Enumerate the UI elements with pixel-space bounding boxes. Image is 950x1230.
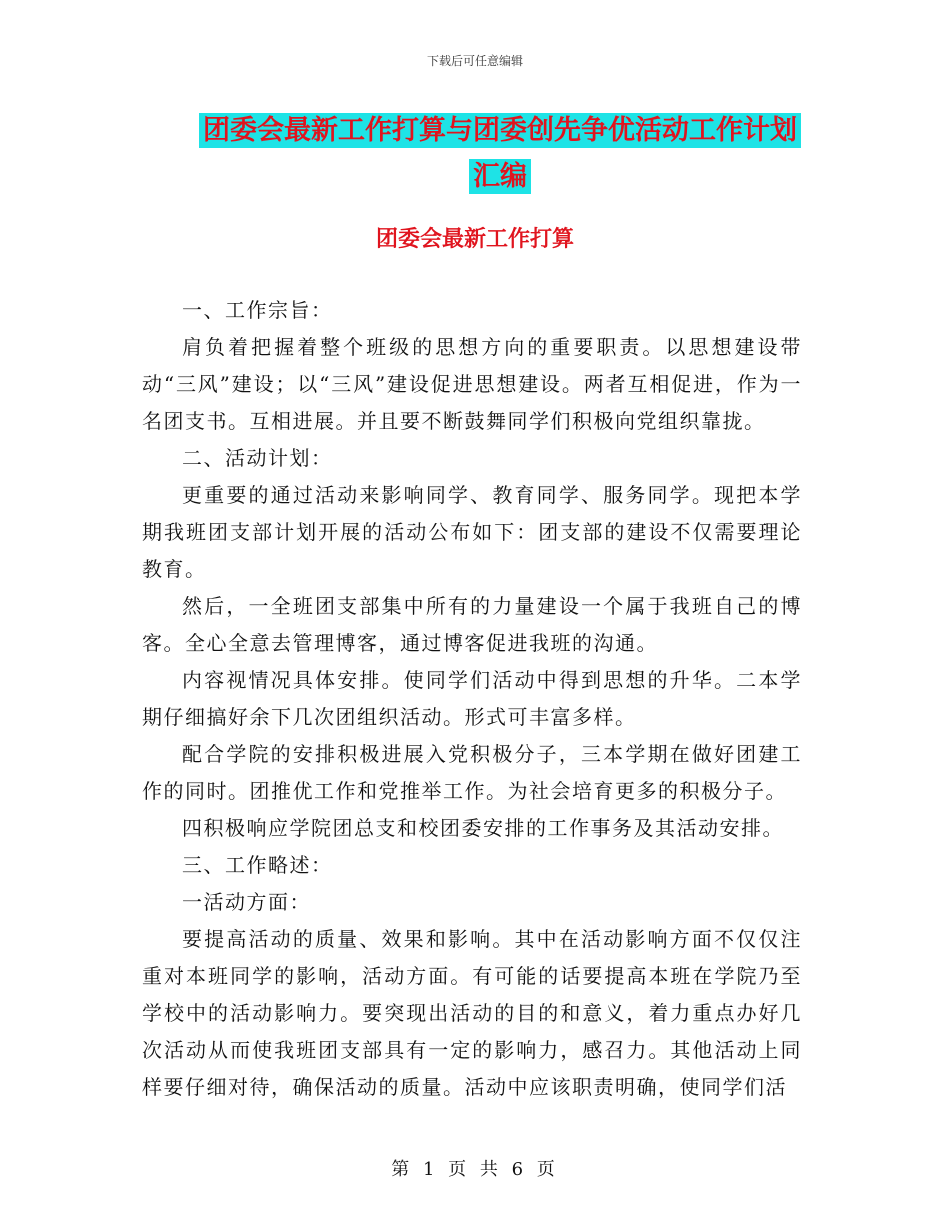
- document-title-text: 团委会最新工作打算与团委创先争优活动工作计划汇编: [199, 113, 801, 194]
- document-title: [190, 108, 810, 200]
- paragraph: 然后，一全班团支部集中所有的力量建设一个属于我班自己的博客。全心全意去管理博客，通过博客促进我班的沟通。: [142, 594, 802, 655]
- header-note: 下载后可任意编辑: [426, 54, 523, 68]
- paragraph: 三、工作略述：: [182, 853, 333, 877]
- document-body: [142, 292, 802, 1106]
- section-title: 团委会最新工作打算: [375, 227, 574, 252]
- paragraph: 二、活动计划：: [182, 446, 333, 470]
- paragraph: 一、工作宗旨：: [182, 298, 333, 322]
- paragraph: 肩负着把握着整个班级的思想方向的重要职责。以思想建设带动“三风”建设；以“三风”建设促进思想建设。两者互相促进，作为一名团支书。互相进展。并且要不断鼓舞同学们积极向党组织靠拢。: [142, 335, 802, 433]
- paragraph: 一活动方面：: [182, 890, 311, 914]
- paragraph: 更重要的通过活动来影响同学、教育同学、服务同学。现把本学期我班团支部计划开展的活动公布如下：团支部的建设不仅需要理论教育。: [142, 483, 802, 581]
- paragraph: 内容视情况具体安排。使同学们活动中得到思想的升华。二本学期仔细搞好余下几次团组织活动。形式可丰富多样。: [142, 668, 802, 729]
- paragraph: 四积极响应学院团总支和校团委安排的工作事务及其活动安排。: [182, 816, 784, 840]
- paragraph: 要提高活动的质量、效果和影响。其中在活动影响方面不仅仅注重对本班同学的影响，活动方面。有可能的话要提高本班在学院乃至学校中的活动影响力。要突现出活动的目的和意义，着力重点办好几次活动从而使我班团支部具有一定的影响力，感召力。其他活动上同样要仔细对待，确保活动的质量。活动中应该职责明确，使同学们活: [142, 927, 802, 1099]
- paragraph: 配合学院的安排积极进展入党积极分子，三本学期在做好团建工作的同时。团推优工作和党推举工作。为社会培育更多的积极分子。: [142, 742, 802, 803]
- page-footer: 第 1 页 共 6 页: [391, 1159, 559, 1180]
